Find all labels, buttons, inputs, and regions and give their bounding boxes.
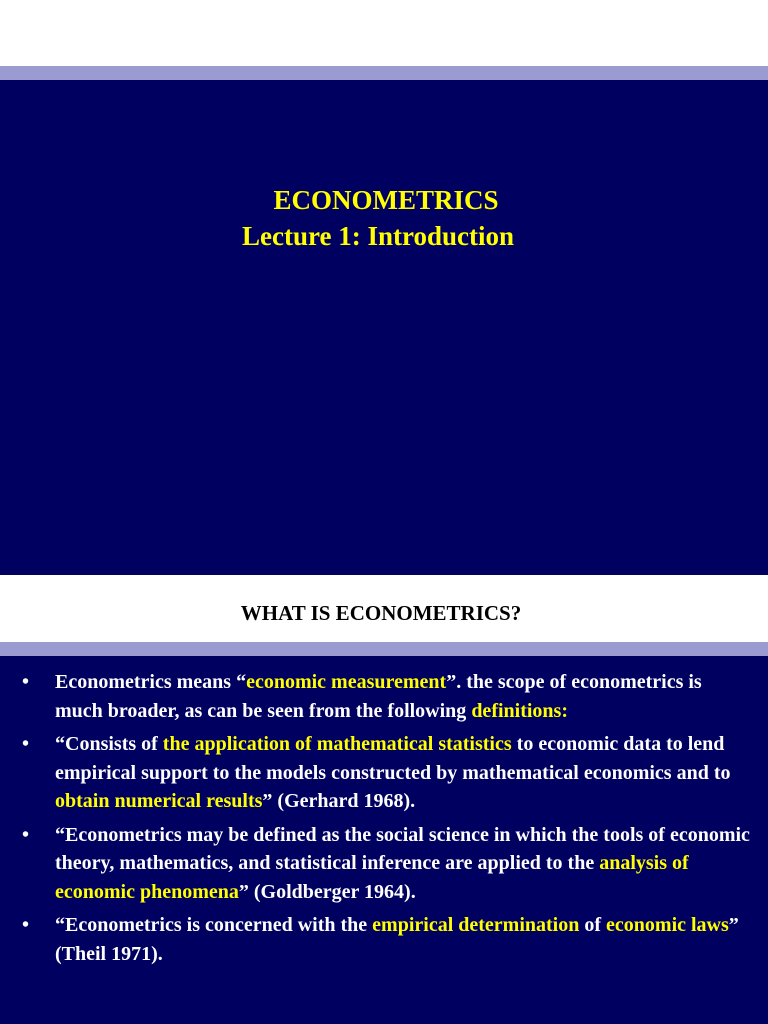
bullet-item-4 — [0, 911, 768, 968]
slide2-header — [0, 575, 768, 642]
bullet-icon: • — [22, 914, 30, 936]
definitions-slide — [0, 656, 768, 1024]
definitions-list — [0, 668, 768, 973]
bullet-4-text-3: ” (Theil 1971). — [55, 914, 739, 965]
title-slide — [0, 80, 768, 575]
bullet-1-text-2: ”. the scope of econometrics is much broader, as can be seen from the following — [55, 671, 702, 722]
bullet-3-text-2: ” (Goldberger 1964). — [238, 880, 416, 903]
bullet-3-highlight-1: analysis of economic phenomena — [55, 852, 689, 903]
bullet-2-highlight-2: obtain numerical results — [55, 790, 263, 812]
slide-title: ECONOMETRICS — [273, 185, 499, 215]
bullet-1-highlight-1: economic measurement — [246, 671, 447, 693]
bullet-2-text-2: to economic data to lend empirical support to the models constructed by mathematical economics and to — [55, 733, 731, 784]
bullet-icon: • — [22, 823, 30, 846]
slide2-top-band — [0, 642, 768, 656]
bullet-icon: • — [22, 733, 30, 755]
bullet-item-3 — [0, 821, 768, 907]
bullet-2-text: “Consists of — [55, 733, 163, 755]
bullet-4-text: “Econometrics is concerned with the — [55, 914, 373, 936]
bullet-2-text-3: ” (Gerhard 1968). — [262, 790, 416, 812]
bullet-3-text: “Econometrics may be defined as the social science in which the tools of economic theory, mathematics, and statistical inference are applied to the — [55, 823, 750, 874]
bullet-4-text-2: of — [579, 914, 607, 936]
bullet-4-highlight-1: empirical determination — [372, 914, 580, 936]
bullet-2-highlight-1: the application of mathematical statistics — [162, 733, 512, 755]
slide-subtitle: Lecture 1: Introduction — [242, 221, 514, 251]
bullet-item-1 — [0, 668, 768, 725]
slide2-heading: WHAT IS ECONOMETRICS? — [240, 601, 522, 625]
bullet-4-highlight-2: economic laws — [606, 914, 729, 936]
bullet-1-highlight-2: definitions: — [471, 699, 568, 722]
bullet-1-text: Econometrics means “ — [55, 671, 247, 693]
bullet-icon: • — [22, 671, 30, 693]
slide1-top-band — [0, 66, 768, 80]
bullet-item-2 — [0, 730, 768, 816]
